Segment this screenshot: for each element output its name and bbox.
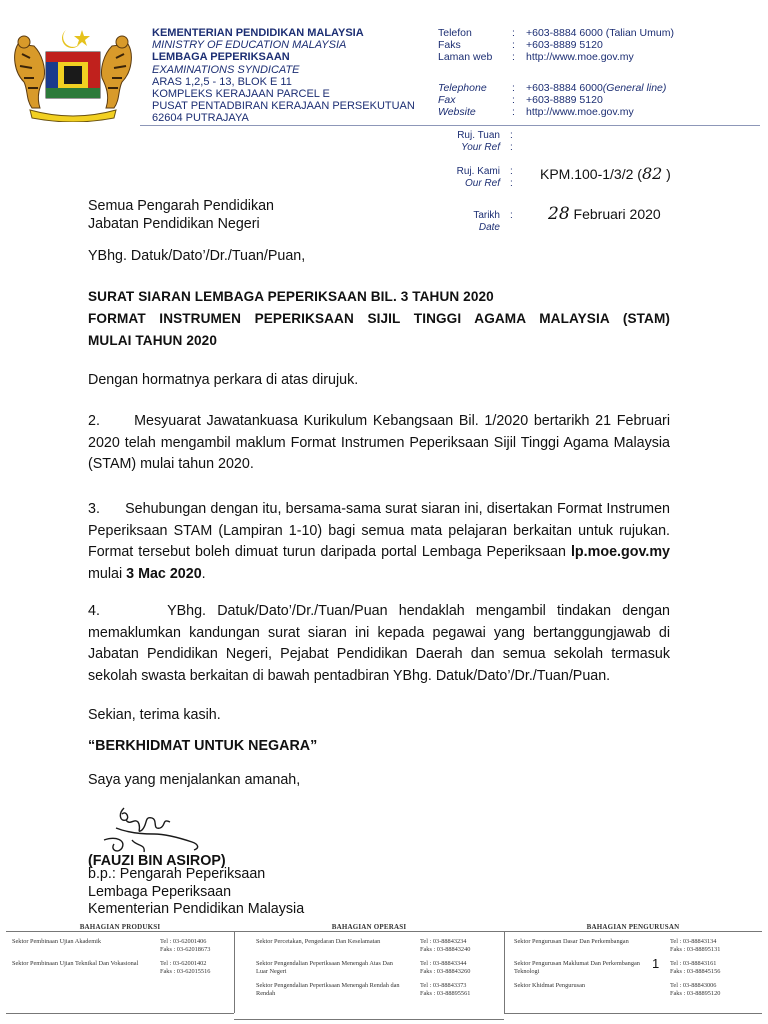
contact-label: Faks	[438, 39, 461, 52]
contact-info	[438, 27, 674, 118]
colon: :	[510, 210, 513, 221]
footer-tel: Tel : 03-88843161	[670, 960, 717, 967]
footer-fax: Faks : 03-88895120	[670, 990, 721, 997]
colon: :	[512, 27, 515, 39]
our-ref-label	[440, 166, 500, 189]
paragraph-3	[88, 499, 670, 585]
addressee-line: Jabatan Pendidikan Negeri	[88, 216, 260, 232]
footer-tel: Tel : 03-62001402	[160, 960, 207, 967]
closing-thanks: Sekian, terima kasih.	[88, 707, 221, 723]
contact-value: +603-8889 5120	[526, 39, 603, 52]
footer-sector: Sektor Pengendalian Peperiksaan Menengah Rendah dan Rendah	[256, 982, 400, 997]
paragraph-4: 4. YBhg. Datuk/Dato’/Dr./Tuan/Puan hendaklah mengambil tindakan dengan memaklumkan kandungan surat siaran ini kepada pegawai yang bertanggungjawab di Jabatan Pendidikan Negeri, Pejabat Pendidikan Daerah dan semua sekolah termasuk sekolah swasta berkaitan di bawah pentadbiran YBhg. Datuk/Dato’/Dr./Tuan/Puan.	[88, 603, 670, 684]
footer-tel: Tel : 03-88843134	[670, 938, 717, 945]
colon: :	[510, 178, 513, 189]
addressee	[88, 197, 274, 233]
page-number: 1	[652, 956, 660, 971]
contact-row	[438, 27, 674, 39]
coat-of-arms-logo	[10, 24, 136, 122]
date-month-year: Februari 2020	[569, 206, 661, 222]
contact-value: +603-8884 6000	[526, 81, 603, 94]
footer-fax: Faks : 03-62015516	[160, 968, 211, 975]
footer-tel: Tel : 03-88843344	[420, 960, 467, 967]
salutation: YBhg. Datuk/Dato’/Dr./Tuan/Puan,	[88, 248, 306, 264]
org-line: LEMBAGA PEPERIKSAAN	[152, 51, 290, 64]
colon: :	[510, 130, 513, 141]
signatory-name: (FAUZI BIN ASIROP)	[88, 853, 226, 869]
colon: :	[512, 106, 515, 119]
contact-row	[438, 82, 674, 94]
footer-fax: Faks : 03-88843260	[420, 968, 471, 975]
contact-value: +603-8889 5120	[526, 93, 603, 106]
footer-tel: Tel : 03-88843373	[420, 982, 467, 989]
organization-address	[152, 27, 415, 125]
opening-line: Dengan hormatnya perkara di atas dirujuk.	[88, 372, 359, 388]
footer-sector: Sektor Pengendalian Peperiksaan Menengah Atas Dan Luar Negeri	[256, 960, 393, 975]
date-handwritten: 28	[548, 204, 570, 224]
ruj-kami-label: Ruj. Kami	[456, 166, 500, 177]
org-line: KEMENTERIAN PENDIDIKAN MALAYSIA	[152, 27, 364, 39]
paragraph-2: 2. Mesyuarat Jawatankuasa Kurikulum Kebangsaan Bil. 1/2020 bertarikh 21 Februari 2020 telah mengambil maklum Format Instrumen Peperiksaan Sijil Tinggi Agama Malaysia (STAM) mulai tahun 2020.	[88, 413, 670, 472]
signatory-title-line: Kementerian Pendidikan Malaysia	[88, 901, 305, 917]
footer-fax: Faks : 03-88895561	[420, 990, 471, 997]
our-ref-value	[540, 164, 671, 183]
letterhead-divider	[140, 125, 760, 126]
footer-sector: Sektor Pembinaan Ujian Teknikal Dan Vokasional	[12, 960, 139, 967]
contact-row	[438, 94, 674, 106]
subject-line: MULAI TAHUN 2020	[88, 333, 217, 348]
footer-sector: Sektor Pengurusan Maklumat Dan Perkembangan Teknologi	[514, 960, 640, 975]
tarikh-label: Tarikh	[473, 210, 500, 221]
org-line: PUSAT PENTADBIRAN KERAJAAN PERSEKUTUAN	[152, 100, 415, 113]
contact-row	[438, 51, 674, 63]
signatory-title	[88, 866, 304, 919]
org-line: ARAS 1,2,5 - 13, BLOK E 11	[152, 75, 292, 88]
footer-fax: Faks : 03-88895131	[670, 946, 721, 953]
addressee-line: Semua Pengarah Pendidikan	[88, 198, 274, 214]
your-ref-label	[440, 130, 500, 153]
date-label	[440, 210, 500, 233]
footer-heading: BAHAGIAN OPERASI	[331, 923, 407, 931]
contact-value: http://www.moe.gov.my	[526, 51, 634, 64]
our-ref-number: KPM.100-1/3/2 (	[540, 166, 642, 182]
motto: “BERKHIDMAT UNTUK NEGARA”	[88, 738, 318, 754]
footer-fax: Faks : 03-88845156	[670, 968, 721, 975]
contact-label: Fax	[438, 93, 456, 106]
colon: :	[510, 166, 513, 177]
paragraph-3-text: mulai	[88, 565, 127, 582]
colon: :	[512, 81, 515, 94]
footer-tel: Tel : 03-88843006	[670, 982, 717, 989]
release-date: 3 Mac 2020	[126, 565, 202, 582]
colon: :	[512, 39, 515, 52]
contact-value: http://www.moe.gov.my	[526, 106, 634, 119]
colon: :	[510, 142, 513, 153]
our-ref-label-en: Our Ref	[464, 177, 500, 189]
org-line: KOMPLEKS KERAJAAN PARCEL E	[152, 88, 330, 101]
portal-link[interactable]: lp.moe.gov.my	[570, 544, 670, 560]
paragraph-3-text: .	[201, 565, 206, 582]
footer-sector: Sektor Pembinaan Ujian Akademik	[12, 938, 102, 945]
paragraph-3-text: 3. Sehubungan dengan itu, bersama-sama surat siaran ini, disertakan Format Instrumen Peperiksaan STAM (Lampiran 1-10) bagi semua mata pelajaran berkaitan untuk rujukan. Format tersebut boleh dimuat turun daripada portal Lembaga Peperiksaan	[88, 501, 670, 560]
footer-sector: Sektor Khidmat Pengurusan	[514, 982, 586, 989]
footer-fax: Faks : 03-62018673	[160, 946, 211, 953]
contact-label: Telephone	[438, 81, 487, 94]
footer-tel: Tel : 03-62001406	[160, 938, 207, 945]
contact-label: Website	[438, 106, 476, 119]
contact-note: (General line)	[602, 81, 667, 94]
footer-heading: BAHAGIAN PRODUKSI	[79, 923, 161, 931]
org-line: 62604 PUTRAJAYA	[152, 112, 249, 125]
colon: :	[512, 51, 515, 64]
contact-value: +603-8884 6000 (Talian Umum)	[526, 27, 674, 39]
signature-image	[96, 800, 206, 858]
subject-line: SURAT SIARAN LEMBAGA PEPERIKSAAN BIL. 3 TAHUN 2020	[88, 289, 494, 304]
footer-sector: Sektor Percetakan, Pengedaran Dan Keselamatan	[256, 938, 381, 945]
contact-label: Telefon	[438, 27, 472, 39]
footer	[0, 922, 768, 1024]
date-value	[548, 204, 661, 224]
contact-label: Laman web	[438, 51, 493, 64]
signatory-title-line: b.p.: Pengarah Peperiksaan	[88, 866, 266, 882]
org-line: MINISTRY OF EDUCATION MALAYSIA	[152, 39, 347, 52]
footer-heading: BAHAGIAN PENGURUSAN	[586, 923, 680, 931]
your-ref-label-en: Your Ref	[461, 141, 500, 153]
contact-row	[438, 39, 674, 51]
footer-tel: Tel : 03-88843234	[420, 938, 467, 945]
closing-trust: Saya yang menjalankan amanah,	[88, 772, 301, 788]
signatory-title-line: Lembaga Peperiksaan	[88, 883, 232, 900]
date-label-en: Date	[478, 221, 500, 233]
footer-fax: Faks : 03-88843240	[420, 946, 471, 953]
footer-sector: Sektor Pengurusan Dasar Dan Perkembangan	[514, 938, 629, 945]
our-ref-handwritten: 82	[641, 164, 663, 183]
ruj-tuan-label: Ruj. Tuan	[457, 130, 500, 141]
contact-row	[438, 106, 674, 118]
subject-line: FORMAT INSTRUMEN PEPERIKSAAN SIJIL TINGGI AGAMA MALAYSIA (STAM)	[88, 311, 670, 326]
colon: :	[512, 93, 515, 106]
our-ref-close: )	[662, 166, 671, 182]
org-line: EXAMINATIONS SYNDICATE	[152, 63, 300, 76]
